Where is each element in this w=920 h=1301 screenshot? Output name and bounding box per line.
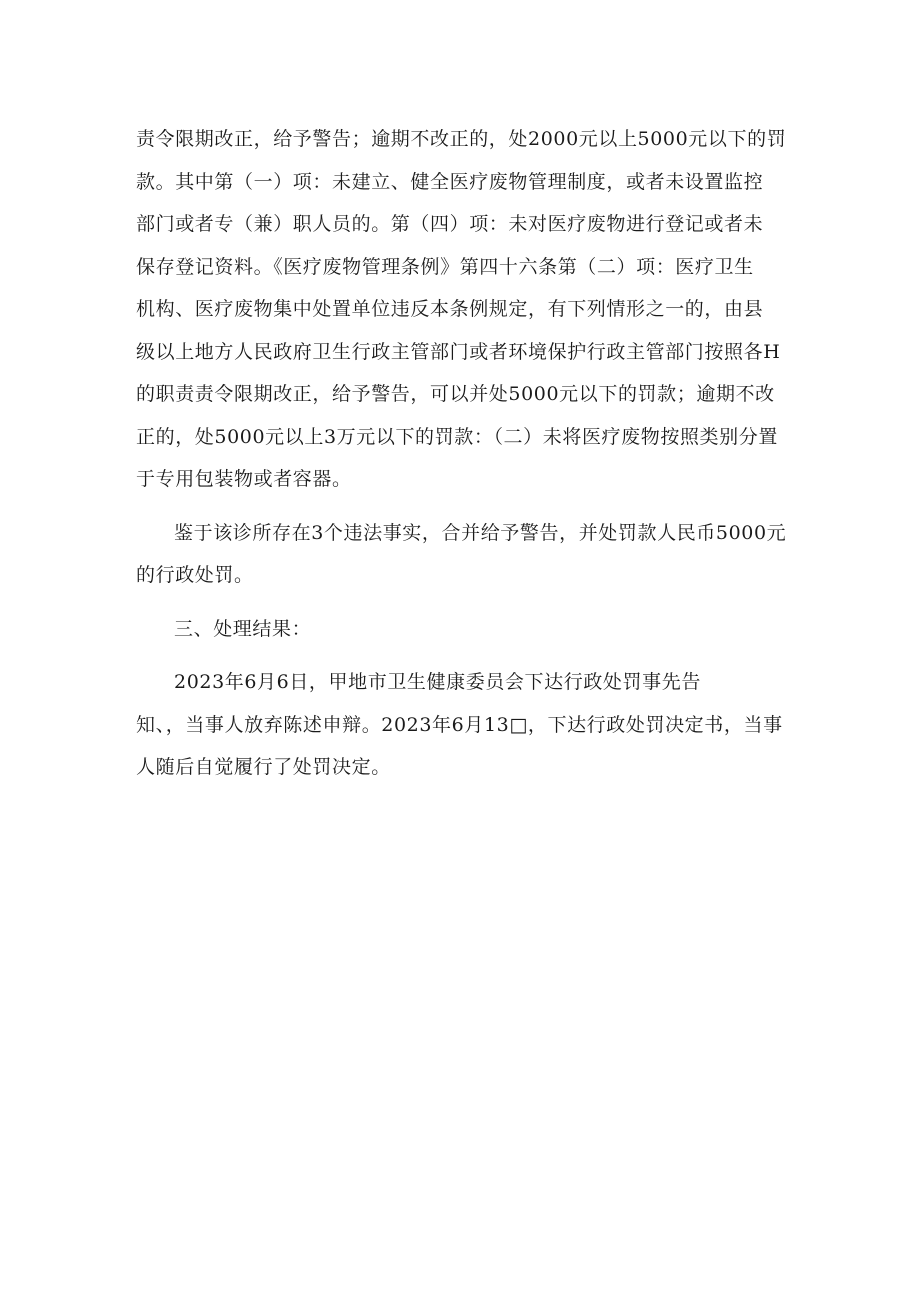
text-line: 正的，处5000元以上3万元以下的罚款：（二）未将医疗废物按照类别分置 xyxy=(136,425,778,448)
heading-line: 三、处理结果： xyxy=(174,617,312,640)
text-line: 于专用包装物或者容器。 xyxy=(136,468,352,490)
paragraph-gap xyxy=(136,501,794,512)
text-line: 责令限期改正，给予警告；逾期不改正的，处2000元以上5000元以下的罚 xyxy=(136,128,787,150)
text-line: 款。其中第（一）项：未建立、健全医疗废物管理制度，或者未设置监控 xyxy=(136,170,764,193)
text-line: 鉴于该诊所存在3个违法事实，合并给予警告，并处罚款人民币5000元 xyxy=(174,521,787,544)
section-heading xyxy=(136,608,794,651)
text-line: 保存登记资料。《医疗废物管理条例》第四十六条第（二）项：医疗卫生 xyxy=(136,255,754,278)
text-line: 级以上地方人民政府卫生行政主管部门或者环境保护行政主管部门按照各H xyxy=(136,340,781,363)
text-line: 2023年6月6日，甲地市卫生健康委员会下达行政处罚事先告 xyxy=(174,671,701,693)
paragraph-gap xyxy=(136,597,794,608)
paragraph-result xyxy=(136,661,794,789)
text-line: 的行政处罚。 xyxy=(136,564,254,586)
text-line: 知、，当事人放弃陈述申辩。2023年6月13□，下达行政处罚决定书，当事 xyxy=(136,713,783,736)
paragraph-gap xyxy=(136,650,794,661)
paragraph-legal-basis xyxy=(136,118,794,501)
text-line: 部门或者专（兼）职人员的。第（四）项：未对医疗废物进行登记或者未 xyxy=(136,213,764,235)
document-body xyxy=(136,118,794,789)
text-line: 的职责责令限期改正，给予警告，可以并处5000元以下的罚款；逾期不改 xyxy=(136,383,775,405)
paragraph-penalty-decision xyxy=(136,512,794,597)
text-line: 人随后自觉履行了处罚决定。 xyxy=(136,756,391,778)
text-line: 机构、医疗废物集中处置单位违反本条例规定，有下列情形之一的，由县 xyxy=(136,298,764,320)
